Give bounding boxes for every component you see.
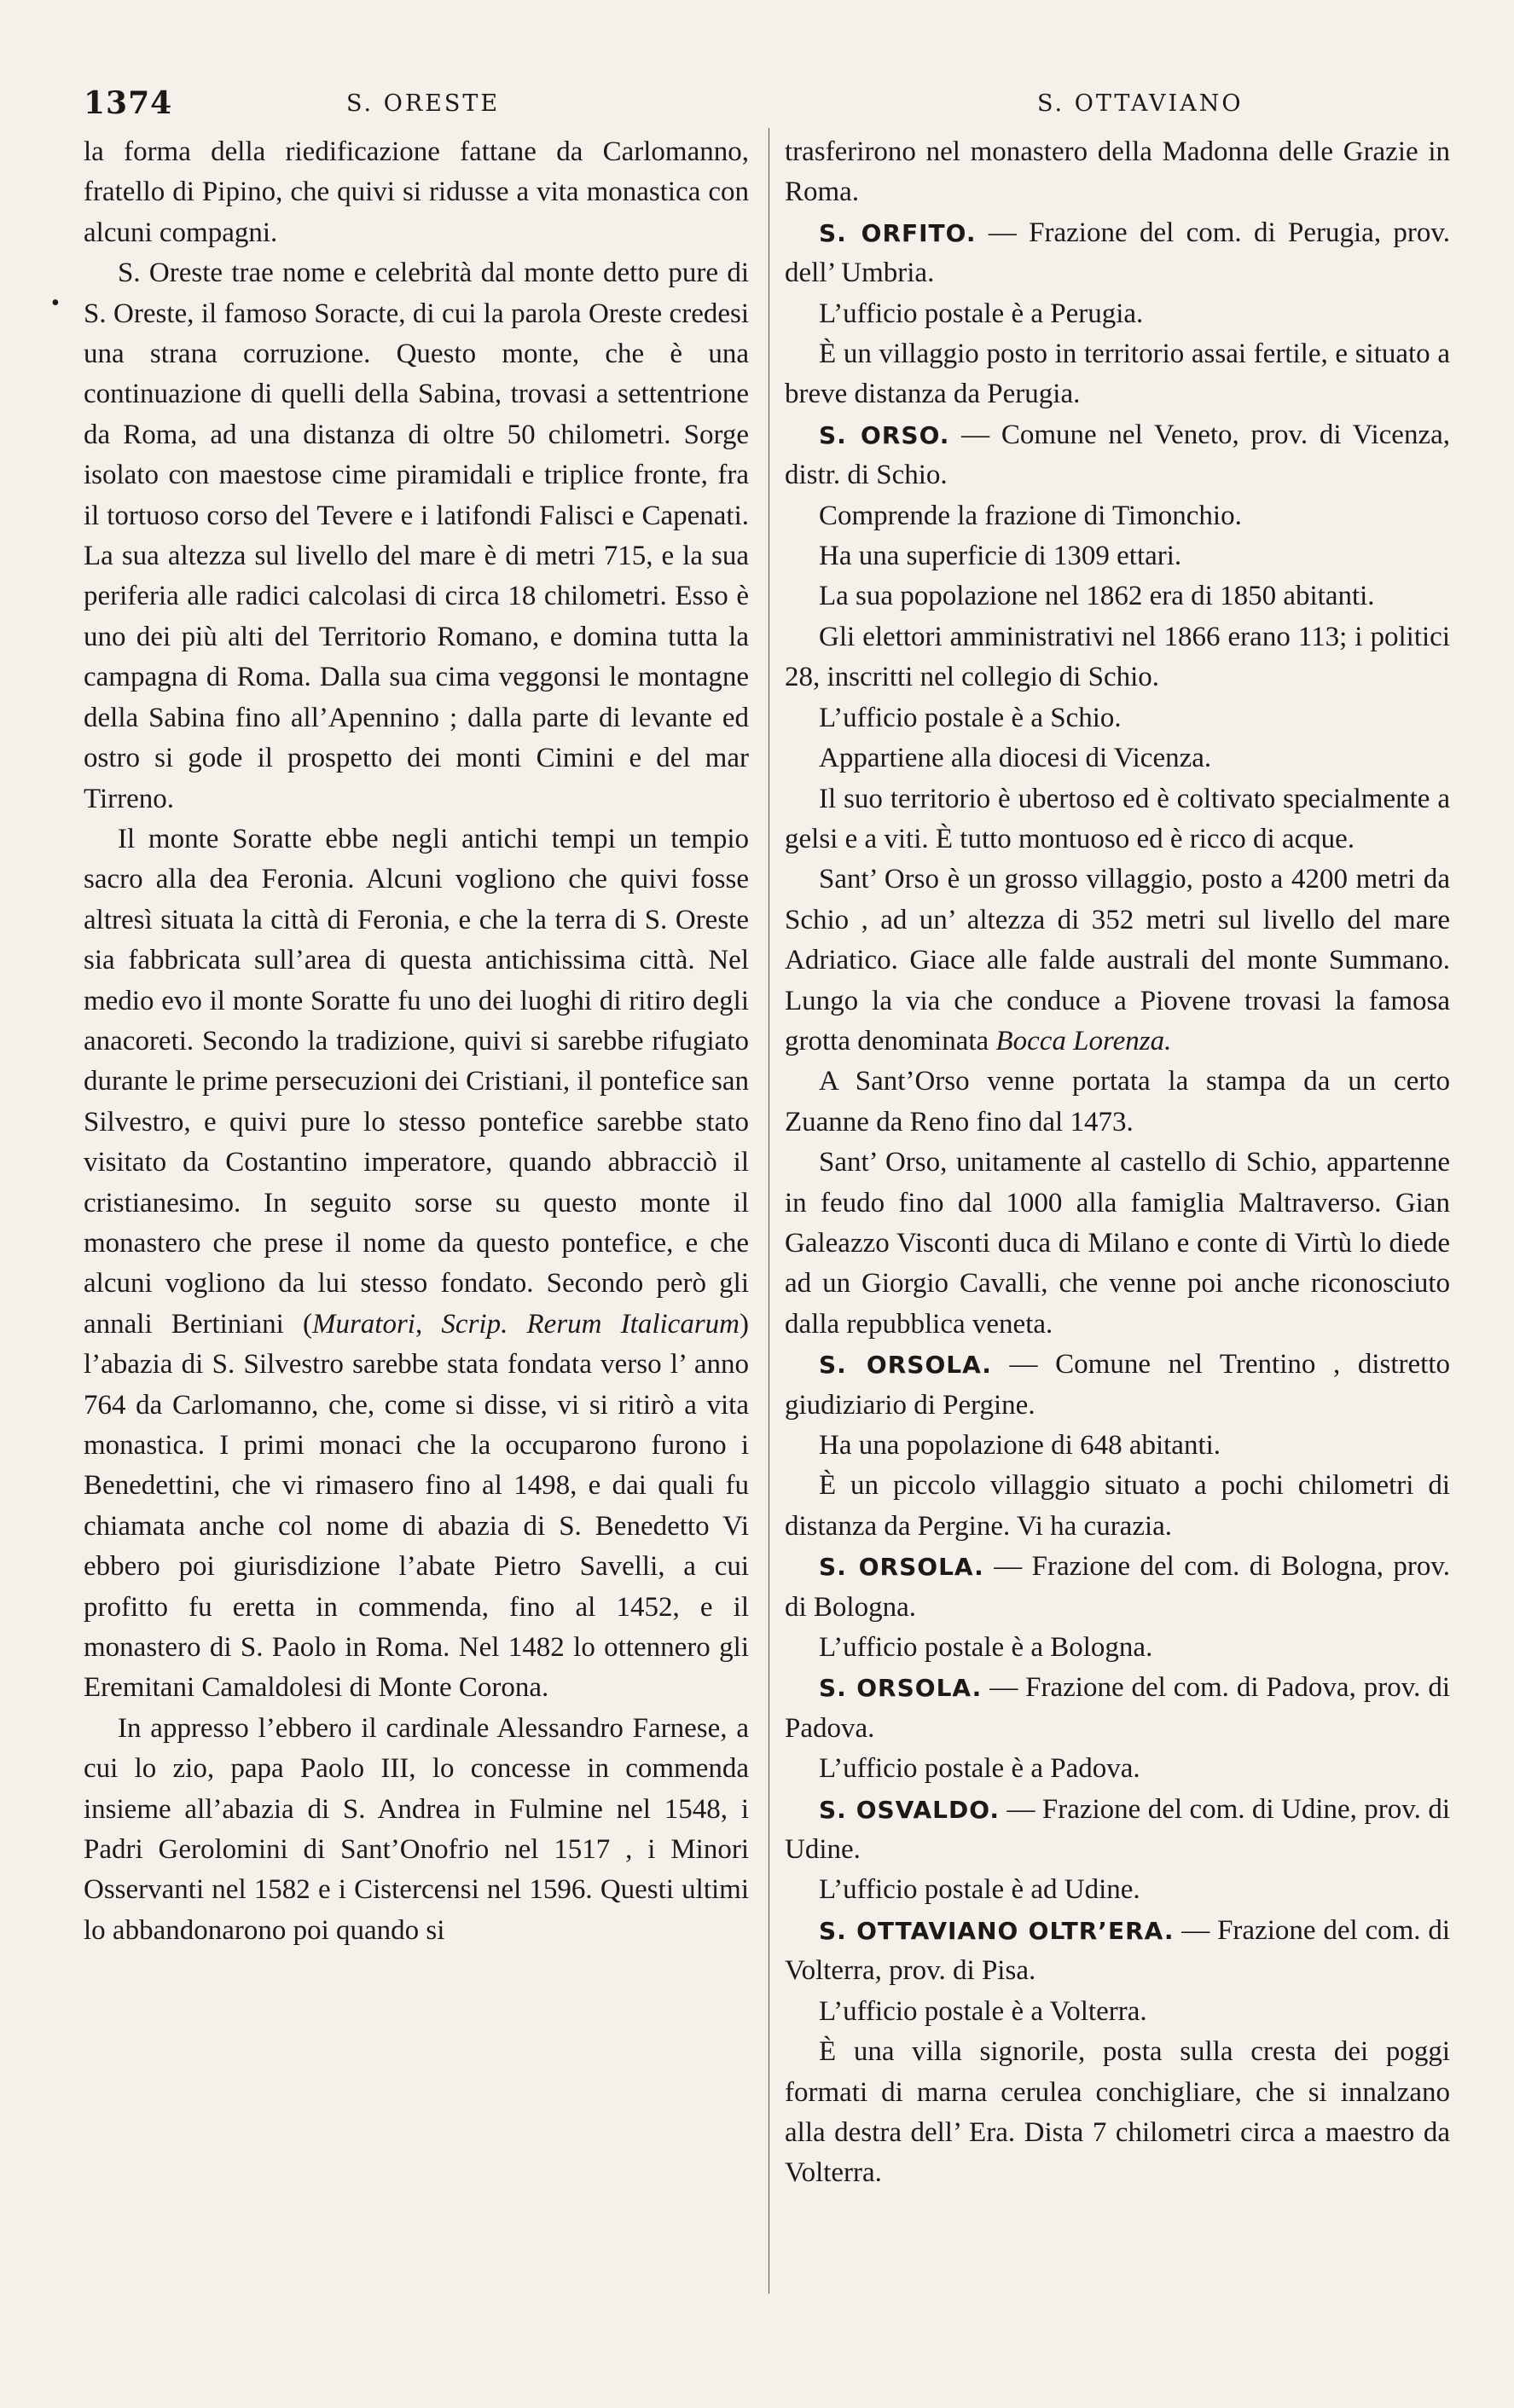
entry-text: — Frazione del com. di Perugia, prov. dell’ Umbria. [785, 217, 1451, 289]
paragraph: L’ufficio postale è a Padova. [819, 1753, 1140, 1785]
right-running-title: S. OTTAVIANO [1037, 90, 1244, 117]
paragraph-text: Il monte Soratte ebbe negli antichi tempi un tempio sacro alla dea Feronia. Alcuni vogliono che quivi fosse altresì situata la città di Feronia, e che la terra di S. Oreste sia fabbricata sull’area di questa antichissima città. Nel medio evo il monte Soratte fu uno dei luoghi di ritiro degli anacoreti. Secondo la tradizione, quivi si sarebbe rifugiato durante le prime persecuzioni dei Cristiani, il pontefice san Silvestro, e quivi pure lo stesso pontefice sarebbe stato visitato da Costantino imperatore, quando abbracciò il cristianesimo. In seguito sorse su questo monte il monastero che prese il nome da questo pontefice, e che alcuni vogliono da lui stesso fondato. Secondo però gli annali Bertiniani ( [84, 823, 749, 1340]
entry-title: S. ORSO. [819, 420, 950, 449]
entry-text: — Frazione del com. di Udine, prov. di Udine. [785, 1793, 1450, 1866]
paragraph: In appresso l’ebbero il cardinale Alessandro Farnese, a cui lo zio, papa Paolo III, lo concesse in commenda insieme all’abazia di S. Andrea in Fulmine nel 1548, i Padri Gerolomini di Sant’Onofrio nel 1517 , i Minori Osservanti nel 1582 e i Cistercensi nel 1596. Questi ultimi lo abbandonarono poi quando si [84, 1712, 749, 1946]
entry-s-orsola-trentino [785, 1345, 1450, 1426]
paragraph: la forma della riedificazione fattane da Carlomanno, fratello di Pipino, che quivi si ridusse a vita monastica con alcuni compagni. [84, 136, 749, 248]
entry-title: S. OTTAVIANO OLTR’ERA. [819, 1916, 1175, 1945]
running-header [84, 85, 1461, 128]
paragraph: Sant’ Orso, unitamente al castello di Schio, appartenne in feudo fino dal 1000 alla famiglia Maltraverso. Gian Galeazzo Visconti duca di Milano e conte di Virtù lo diede ad un Giorgio Cavalli, che venne poi anche riconosciuto dalla repubblica veneta. [785, 1147, 1450, 1340]
entry-text: — Comune nel Trentino , distretto giudiziario di Pergine. [785, 1349, 1450, 1421]
paragraph-text: ) l’abazia di S. Silvestro sarebbe stata fondata verso l’ anno 764 da Carlomanno, che, come si disse, vi si ritirò a vita monastica. I primi monaci che la occuparono furono i Benedettini, che vi rimasero fino al 1498, e dai quali fu chiamata anche col nome di abazia di S. Benedetto Vi ebbero poi giurisdizione l’abate Pietro Savelli, a cui profitto fu eretta in commenda, fino al 1452, e il monastero di S. Paolo in Roma. Nel 1482 lo ottennero gli Eremitani Camaldolesi di Monte Corona. [84, 1308, 749, 1704]
paragraph: L’ufficio postale è a Perugia. [819, 298, 1144, 329]
entry-text: — Frazione del com. di Volterra, prov. di Pisa. [785, 1914, 1450, 1987]
paragraph: Ha una popolazione di 648 abitanti. [819, 1430, 1221, 1461]
citation-separator: , [415, 1308, 442, 1340]
paragraph: È un piccolo villaggio situato a pochi chilometri di distanza da Pergine. Vi ha curazia. [785, 1470, 1450, 1542]
paragraph: La sua popolazione nel 1862 era di 1850 abitanti. [819, 581, 1375, 612]
italic-place-name: Bocca Lorenza. [995, 1025, 1172, 1056]
paragraph: Gli elettori amministrativi nel 1866 erano 113; i politici 28, inscritti nel collegio di Schio. [785, 621, 1450, 693]
paragraph: È una villa signorile, posta sulla cresta dei poggi formati di marna cerulea conchigliare, che si innalzano alla destra dell’ Era. Dista 7 chilometri circa a maestro da Volterra. [785, 2036, 1450, 2189]
paragraph: trasferirono nel monastero della Madonna delle Grazie in Roma. [785, 136, 1450, 208]
paragraph [785, 860, 1450, 1062]
paragraph: A Sant’Orso venne portata la stampa da un certo Zuanne da Reno fino dal 1473. [785, 1066, 1450, 1137]
paragraph: Ha una superficie di 1309 ettari. [819, 541, 1182, 572]
paragraph: L’ufficio postale è a Bologna. [819, 1632, 1153, 1664]
entry-s-orso [785, 415, 1450, 496]
paragraph: Appartiene alla diocesi di Vicenza. [819, 743, 1212, 774]
paragraph [84, 819, 749, 1709]
paragraph: L’ufficio postale è ad Udine. [819, 1874, 1140, 1906]
right-column [785, 132, 1450, 2194]
margin-bullet: • [51, 290, 60, 316]
page-number: 1374 [84, 85, 173, 121]
left-column [84, 132, 749, 1951]
entry-title: S. ORSOLA. [819, 1674, 983, 1703]
paragraph: L’ufficio postale è a Volterra. [819, 1995, 1147, 2027]
italic-citation: Scrip. Rerum Italicarum [441, 1308, 740, 1340]
entry-s-orfito [785, 213, 1450, 294]
entry-title: S. ORSOLA. [819, 1553, 984, 1582]
paragraph: Comprende la frazione di Timonchio. [819, 500, 1242, 531]
paragraph: L’ufficio postale è a Schio. [819, 702, 1122, 733]
entry-s-ottaviano [785, 1911, 1450, 1992]
paragraph: Il suo territorio è ubertoso ed è coltivato specialmente a gelsi e a viti. È tutto montuoso ed è ricco di acque. [785, 783, 1450, 854]
entry-text: — Frazione del com. di Bologna, prov. di Bologna. [785, 1551, 1450, 1623]
entry-s-orsola-bologna [785, 1547, 1450, 1628]
entry-title: S. OSVALDO. [819, 1795, 1001, 1824]
paragraph-text: Sant’ Orso è un grosso villaggio, posto a 4200 metri da Schio , ad un’ altezza di 352 metri sul livello del mare Adriatico. Giace alle falde australi del monte Summano. Lungo la via che conduce a Piovene trovasi la famosa grotta denominata [785, 864, 1450, 1056]
entry-text: — Comune nel Veneto, prov. di Vicenza, distr. di Schio. [785, 419, 1450, 491]
paragraph: È un villaggio posto in territorio assai fertile, e situato a breve distanza da Perugia. [785, 339, 1450, 410]
entry-s-orsola-padova [785, 1668, 1450, 1749]
entry-text: — Frazione del com. di Padova, prov. di Padova. [785, 1672, 1450, 1744]
left-running-title: S. ORESTE [346, 90, 501, 117]
entry-s-osvaldo [785, 1790, 1450, 1871]
entry-title: S. ORSOLA. [819, 1351, 992, 1380]
paragraph: S. Oreste trae nome e celebrità dal monte detto pure di S. Oreste, il famoso Soracte, di cui la parola Oreste credesi una strana corruzione. Questo monte, che è una continuazione di quelli della Sabina, trovasi a settentrione da Roma, ad una distanza di oltre 50 chilometri. Sorge isolato con maestose cime piramidali e triplice fronte, fra il tortuoso corso del Tevere e i latifondi Falisci e Capenati. La sua altezza sul livello del mare è di metri 715, e la sua periferia alle radici calcolasi di circa 18 chilometri. Esso è uno dei più alti del Territorio Romano, e domina tutta la campagna di Roma. Dalla sua cima veggonsi le montagne della Sabina fino all’Apennino ; dalla parte di levante ed ostro si gode il prospetto dei monti Cimini e del mar Tirreno. [84, 258, 749, 814]
entry-title: S. ORFITO. [819, 218, 977, 247]
italic-citation: Muratori [311, 1308, 415, 1340]
